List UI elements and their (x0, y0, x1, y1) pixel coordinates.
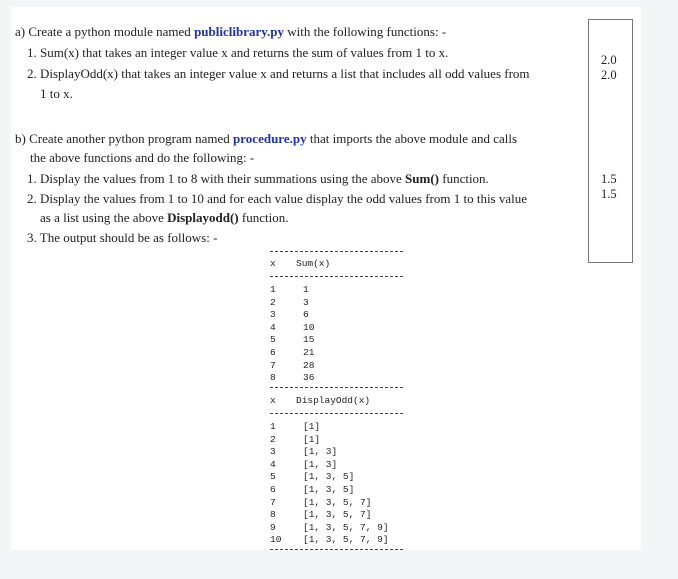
sum-table-value-cell: 15 (303, 334, 315, 346)
part-b-item-2-tail: function. (238, 210, 289, 225)
odd-table-value-cell: [1, 3, 5, 7] (303, 496, 372, 508)
odd-table-x-cell: 6 (270, 483, 276, 495)
score-b1: 1.5 (601, 172, 617, 186)
score-b2: 1.5 (601, 187, 617, 201)
part-b-intro-tail: that imports the above module and calls (306, 131, 518, 146)
odd-table-value-cell: [1, 3, 5, 7, 9] (303, 534, 389, 546)
odd-table-value-cell: [1, 3, 5] (303, 483, 355, 495)
sum-table-x-cell: 4 (270, 321, 276, 333)
part-b-item-1 (27, 171, 489, 187)
odd-table-x-cell: 7 (270, 496, 276, 508)
odd-table-x-cell: 4 (270, 458, 276, 470)
odd-table-value-cell: [1] (303, 421, 321, 432)
sum-table-value-cell: 1 (303, 284, 309, 295)
odd-table-header-value: DisplayOdd(x) (296, 395, 371, 406)
sum-table-x-cell: 3 (270, 309, 276, 321)
sum-table-value-cell: 3 (303, 296, 309, 308)
odd-table-header-rule (270, 413, 403, 414)
odd-table-x-cell: 9 (270, 521, 276, 533)
sum-table-value-cell: 28 (303, 359, 315, 371)
odd-table-value-cell: [1, 3, 5, 7] (303, 509, 372, 521)
odd-table-x-cell: 3 (270, 446, 276, 458)
odd-table-value-cell: [1, 3] (303, 446, 338, 458)
odd-table-top-rule (270, 387, 403, 388)
sum-table-value-column (303, 284, 314, 385)
sum-function-name: Sum() (405, 171, 439, 186)
sum-table-header-value: Sum(x) (296, 258, 331, 269)
part-b-item-1-text: 1. Display the values from 1 to 8 with their summations using the above (27, 171, 406, 186)
odd-table-x-cell: 2 (270, 433, 276, 445)
odd-table-x-cell: 5 (270, 471, 276, 483)
part-b-item-1-tail: function. (438, 171, 489, 186)
program-name: procedure.py (233, 131, 307, 146)
part-b-item-2-text: as a list using the above (40, 210, 168, 225)
sum-table-value-cell: 21 (303, 346, 315, 358)
sum-table-value-cell: 36 (303, 372, 315, 384)
part-a-item-1: 1. Sum(x) that takes an integer value x and returns the sum of values from 1 to x. (27, 45, 449, 60)
odd-table-value-cell: [1, 3, 5, 7, 9] (303, 521, 389, 533)
sum-table-value-cell: 10 (303, 321, 315, 333)
score-a2: 2.0 (601, 68, 617, 82)
odd-table-x-column (270, 421, 281, 547)
odd-table-header-x: x (270, 395, 276, 406)
part-b-intro-line-2: the above functions and do the following: - (30, 150, 255, 165)
sum-table-x-cell: 2 (270, 296, 276, 308)
odd-table-value-column (303, 421, 389, 547)
displayodd-function-name: Displayodd() (167, 210, 239, 225)
odd-table-x-cell: 10 (270, 534, 282, 546)
sum-table-top-rule (270, 251, 403, 252)
sum-table-header-rule (270, 276, 403, 277)
part-b-item-2-line-1: 2. Display the values from 1 to 10 and for each value display the odd values from 1 to this value (27, 191, 528, 206)
sum-table-x-cell: 6 (270, 346, 276, 358)
part-a-item-2-line-1: 2. DisplayOdd(x) that takes an integer value x and returns a list that includes all odd values from (27, 66, 530, 81)
odd-table-x-cell: 8 (270, 509, 276, 521)
part-a-intro (15, 24, 446, 40)
part-b-item-3: 3. The output should be as follows: - (27, 230, 218, 245)
module-name: publiclibrary.py (194, 24, 285, 39)
odd-table-value-cell: [1] (303, 433, 321, 445)
odd-table-x-cell: 1 (270, 421, 276, 432)
odd-table-value-cell: [1, 3] (303, 458, 338, 470)
part-b-item-2-line-2 (40, 210, 288, 226)
sum-table-x-cell: 5 (270, 334, 276, 346)
part-a-intro-text: a) Create a python module named (15, 24, 195, 39)
sum-table-x-column (270, 284, 276, 385)
odd-table-value-cell: [1, 3, 5] (303, 471, 355, 483)
odd-table-bottom-rule (270, 549, 403, 550)
sum-table-x-cell: 8 (270, 372, 276, 384)
part-a-item-2-line-2: 1 to x. (40, 86, 73, 101)
sum-table-value-cell: 6 (303, 309, 309, 321)
sum-table-header-x: x (270, 258, 276, 269)
sum-table-x-cell: 1 (270, 284, 276, 295)
part-b-intro (15, 131, 517, 147)
part-a-intro-tail: with the following functions: - (284, 24, 447, 39)
part-b-intro-text: b) Create another python program named (15, 131, 234, 146)
sum-table-x-cell: 7 (270, 359, 276, 371)
score-a1: 2.0 (601, 53, 617, 67)
